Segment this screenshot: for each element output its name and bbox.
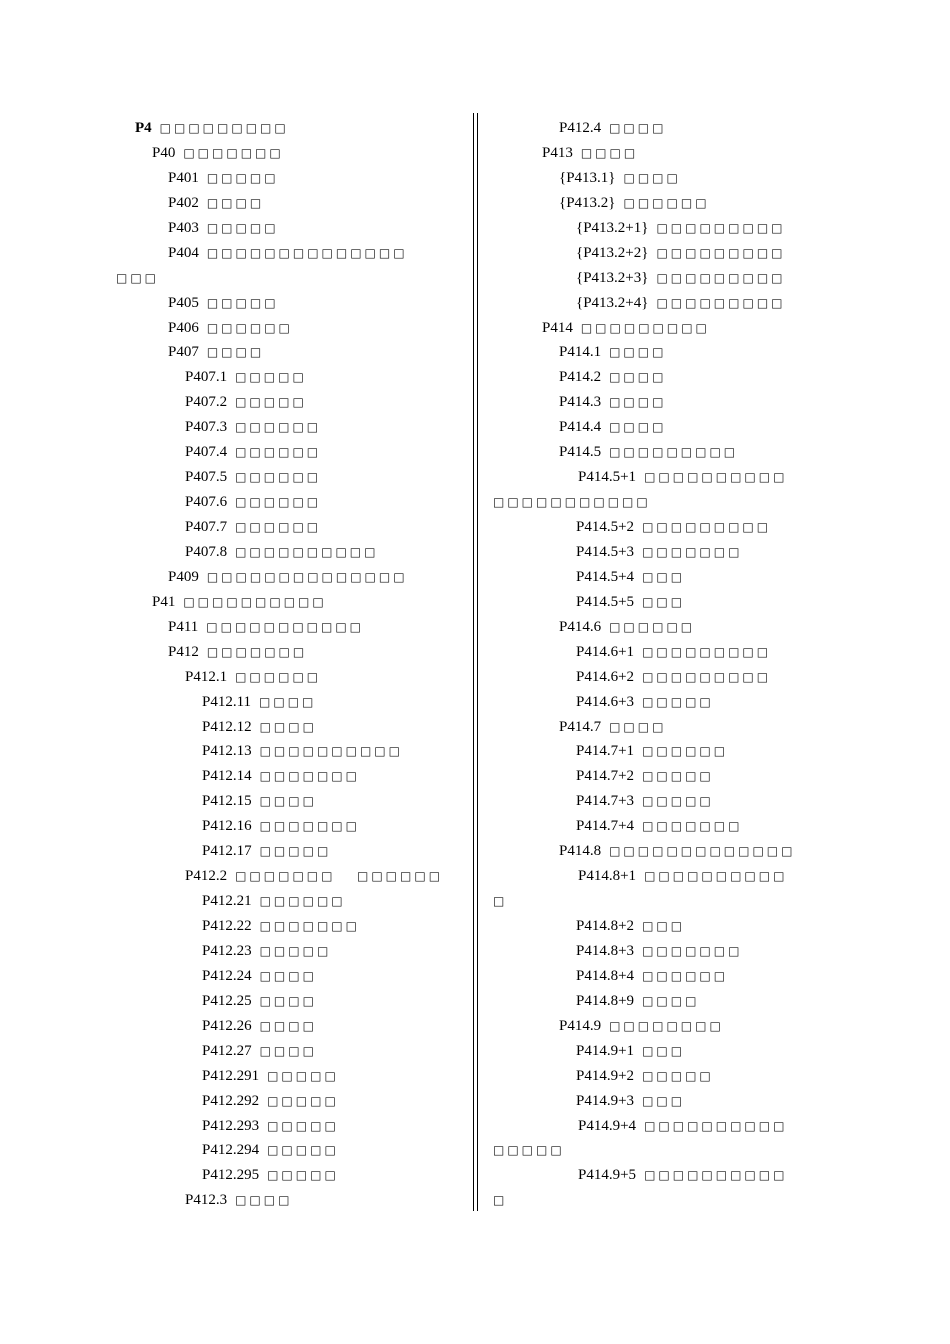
entry-title: □□□□□□□□□ <box>642 520 772 534</box>
entry-code: P414.8+1 <box>578 868 637 885</box>
entry-title: □□□□ <box>609 345 667 360</box>
entry-code: P414.6+3 <box>576 693 635 710</box>
entry-title: □□□□□□□□□□ <box>183 594 327 609</box>
entry-title: □□□□□ <box>206 295 279 310</box>
entry-code: P412.3 <box>185 1192 228 1209</box>
toc-entry <box>116 1163 466 1188</box>
toc-entry <box>493 789 763 814</box>
toc-entry <box>116 141 466 166</box>
entry-title: □□□□□ <box>206 220 279 235</box>
entry-code: P407.6 <box>185 494 228 511</box>
entry-code: P412.11 <box>202 693 252 710</box>
entry-title: □□□□ <box>609 395 667 410</box>
entry-title: □□□□ <box>623 170 681 185</box>
entry-extra-title: □□□□□□ <box>357 869 444 884</box>
toc-entry <box>493 839 796 864</box>
entry-title: □□□□□□□□□□ <box>644 869 788 884</box>
entry-code: P412 <box>168 643 199 660</box>
entry-code: P412.26 <box>202 1017 252 1034</box>
toc-entry <box>116 191 466 216</box>
entry-title: □□□ <box>116 270 160 285</box>
entry-code: P414.6+1 <box>576 643 635 660</box>
entry-title: □□□□□□□□□ <box>580 320 710 335</box>
entry-title: □□□□□□□□□□□ <box>206 619 365 634</box>
entry-code: P414.8+9 <box>576 992 635 1009</box>
entry-code: P407.4 <box>185 444 228 461</box>
entry-title: □□□□□ <box>642 794 714 809</box>
entry-code: P404 <box>168 244 199 261</box>
entry-title: □□□□□□□□□□ <box>235 544 379 559</box>
toc-entry <box>493 964 763 989</box>
toc-entry <box>116 166 466 191</box>
entry-title: □□□□ <box>259 993 317 1008</box>
entry-title: □□□□□ <box>259 943 332 958</box>
entry-title: □□□□□□ <box>235 520 322 534</box>
toc-entry <box>493 690 763 715</box>
toc-entry <box>116 789 466 814</box>
entry-code: P407.8 <box>185 543 228 560</box>
toc-entry <box>116 989 466 1014</box>
entry-title: □□□□ <box>609 370 667 385</box>
entry-title: □□□□□□□ <box>259 919 360 933</box>
entry-title: □□□□□□□□□□□□□□ <box>206 569 408 584</box>
entry-title: □□□□□□ <box>642 744 729 759</box>
toc-entry <box>493 1163 788 1188</box>
toc-entry <box>493 1039 763 1064</box>
entry-code: P412.17 <box>202 843 252 860</box>
entry-title: □□□□ <box>235 1193 293 1208</box>
entry-code: P414.7+1 <box>576 743 635 760</box>
entry-code: P414.9+3 <box>576 1092 635 1109</box>
entry-title: □□□□□□ <box>642 968 729 983</box>
entry-code: P412.23 <box>202 942 252 959</box>
entry-code: {P413.2+2} <box>576 244 649 261</box>
entry-title: □□□□ <box>259 719 317 734</box>
toc-entry <box>116 889 466 914</box>
entry-title: □ <box>493 894 508 909</box>
toc-entry <box>493 415 763 440</box>
toc-entry <box>493 340 763 365</box>
toc-entry <box>116 739 466 764</box>
entry-title: □□□□ <box>609 121 667 135</box>
entry-title: □□□□□□□□□□ <box>259 744 403 759</box>
entry-code: P4 <box>135 120 152 136</box>
entry-code: P412.25 <box>202 992 252 1009</box>
toc-entry <box>116 690 466 715</box>
entry-code: P412.13 <box>202 743 252 760</box>
entry-code: P402 <box>168 194 199 211</box>
toc-entry <box>493 665 772 690</box>
entry-title: □□□□□□□□ <box>609 1018 724 1033</box>
toc-entry <box>493 515 772 540</box>
entry-title: □□□□□□□□□□□ <box>493 495 651 510</box>
entry-code: P412.12 <box>202 718 252 735</box>
entry-code: P414.2 <box>559 369 602 386</box>
entry-title: □□□□□ <box>267 1093 339 1108</box>
entry-title: □□□□ <box>206 345 265 360</box>
toc-entry <box>116 266 466 291</box>
entry-code: P412.27 <box>202 1042 252 1059</box>
toc-entry <box>493 365 763 390</box>
entry-code: P412.291 <box>202 1067 260 1084</box>
toc-entry <box>493 241 786 266</box>
entry-title: □□□□□ <box>267 1143 339 1158</box>
entry-code: P414 <box>542 319 573 336</box>
toc-entry <box>116 465 466 490</box>
entry-title: □□□□□□□□□ <box>159 121 289 135</box>
entry-code: P414.5+2 <box>576 519 635 535</box>
entry-title: □□□□ <box>580 145 639 160</box>
toc-entry <box>116 1014 466 1039</box>
entry-code: P412.22 <box>202 918 252 934</box>
entry-title: □□□□□□□□□□□□□□ <box>206 245 408 260</box>
entry-title: □□□□□□ <box>235 420 322 435</box>
entry-code: P412.24 <box>202 967 252 984</box>
entry-title: □□□□□□□□□ <box>656 270 786 285</box>
toc-entry <box>116 814 466 839</box>
toc-entry <box>493 191 763 216</box>
entry-code: P405 <box>168 294 199 311</box>
entry-title: □□□□□□□□□ <box>656 295 786 310</box>
entry-code: P414.4 <box>559 419 602 436</box>
entry-code: P412.4 <box>559 120 602 136</box>
entry-code: P414.7 <box>559 718 602 735</box>
toc-entry <box>493 1064 763 1089</box>
entry-title: □□□□□□□□□□ <box>644 470 788 485</box>
toc-entry <box>116 1138 466 1163</box>
entry-code: P407 <box>168 344 199 361</box>
entry-code: P409 <box>168 568 199 585</box>
toc-entry <box>116 415 466 440</box>
entry-title: □□□□□□□□□□□□□ <box>609 844 796 859</box>
entry-code: P414.5+1 <box>578 469 637 486</box>
toc-entry <box>493 1138 763 1163</box>
entry-title: □□□□□ <box>259 844 332 859</box>
entry-code: P414.6+2 <box>576 668 635 685</box>
entry-code: P414.5+5 <box>576 593 635 610</box>
entry-code: P412.293 <box>202 1117 260 1134</box>
toc-entry <box>116 590 466 615</box>
toc-entry <box>116 515 466 540</box>
entry-code: P407.2 <box>185 394 228 411</box>
toc-entry <box>116 864 466 889</box>
entry-code: P414.1 <box>559 344 602 361</box>
entry-code: P403 <box>168 219 199 236</box>
entry-code: P411 <box>168 618 199 635</box>
entry-code: P414.6 <box>559 618 602 635</box>
entry-title: □□□□□□□ <box>235 869 336 884</box>
entry-title: □□□□□□ <box>235 669 322 684</box>
toc-entry <box>116 340 466 365</box>
entry-code: P401 <box>168 169 199 186</box>
toc-entry <box>493 266 786 291</box>
entry-code: P414.5+3 <box>576 543 635 560</box>
toc-entry <box>116 715 466 740</box>
toc-entry <box>116 914 466 939</box>
entry-title: □□□□□ <box>642 769 714 784</box>
toc-entry <box>116 1188 466 1213</box>
toc-entry <box>493 216 786 241</box>
toc-entry <box>116 365 466 390</box>
entry-title: □□□□□□ <box>259 894 346 909</box>
toc-entry <box>493 640 772 665</box>
entry-code: P414.9+4 <box>578 1117 637 1134</box>
entry-title: □□□ <box>642 1043 686 1058</box>
toc-entry <box>116 665 466 690</box>
entry-title: □□□□□□□ <box>642 943 743 958</box>
entry-code: P413 <box>542 144 573 161</box>
entry-title: □□□□ <box>259 968 317 983</box>
entry-code: P412.2 <box>185 868 228 885</box>
entry-code: P412.295 <box>202 1167 260 1184</box>
toc-entry <box>493 889 763 914</box>
entry-code: P407.5 <box>185 469 228 486</box>
toc-entry <box>116 291 466 316</box>
entry-code: P414.9+5 <box>578 1167 637 1184</box>
entry-title: □□□□ <box>259 694 317 709</box>
entry-code: P407.7 <box>185 519 228 535</box>
toc-entry <box>493 814 763 839</box>
entry-title: □□□□□ <box>267 1068 339 1083</box>
toc-entry <box>116 390 466 415</box>
toc-entry <box>493 989 763 1014</box>
entry-title: □□□□□□□□□ <box>656 220 786 235</box>
entry-code: P41 <box>152 593 176 610</box>
entry-code: P40 <box>152 144 176 161</box>
toc-entry <box>116 440 466 465</box>
toc-entry <box>493 141 763 166</box>
entry-title: □□□□□□□□□□ <box>644 1168 788 1183</box>
entry-title: □□□□□ <box>206 170 279 185</box>
entry-code: P412.294 <box>202 1142 260 1159</box>
entry-title: □□□□□□□ <box>183 145 284 160</box>
entry-code: P414.9+1 <box>576 1042 635 1059</box>
toc-entry <box>493 1089 763 1114</box>
entry-code: P412.21 <box>202 893 252 910</box>
entry-title: □□□□ <box>259 1043 317 1058</box>
entry-code: P414.8+4 <box>576 967 635 984</box>
entry-title: □□□□□□□□□ <box>642 644 772 659</box>
entry-code: P414.8+2 <box>576 918 635 934</box>
toc-entry <box>493 615 763 640</box>
toc-entry <box>493 316 763 341</box>
entry-code: {P413.2+3} <box>576 269 649 286</box>
entry-title: □□□□ <box>206 195 265 210</box>
entry-code: {P413.2} <box>559 194 616 211</box>
toc-entry <box>116 565 466 590</box>
toc-entry <box>493 914 763 939</box>
toc-entry <box>493 116 763 141</box>
toc-entry <box>116 764 466 789</box>
entry-title: □□□□ <box>259 1018 317 1033</box>
toc-entry <box>116 116 466 141</box>
entry-title: □□□ <box>642 919 686 933</box>
entry-code: P406 <box>168 319 199 336</box>
right-column <box>493 116 796 1213</box>
entry-title: □□□□□□□□□ <box>609 445 739 460</box>
toc-entry <box>116 1114 466 1139</box>
toc-entry <box>116 490 466 515</box>
toc-entry <box>116 939 466 964</box>
entry-title: □ <box>493 1193 508 1208</box>
toc-entry <box>493 590 763 615</box>
toc-entry <box>493 739 763 764</box>
entry-code: P414.5 <box>559 444 602 461</box>
entry-title: □□□□□□ <box>609 619 696 634</box>
toc-entry <box>116 1064 466 1089</box>
entry-code: P414.9 <box>559 1017 602 1034</box>
toc-entry <box>493 715 763 740</box>
toc-entry <box>493 540 763 565</box>
entry-title: □□□□□ <box>235 370 307 385</box>
entry-title: □□□□ <box>609 719 667 734</box>
entry-title: □□□□□□ <box>235 495 322 510</box>
toc-entry <box>493 1014 763 1039</box>
toc-entry <box>116 216 466 241</box>
entry-code: P412.14 <box>202 768 252 785</box>
entry-code: P414.7+2 <box>576 768 635 785</box>
entry-title: □□□□□□□ <box>642 819 743 834</box>
column-divider <box>473 113 478 1211</box>
entry-title: □□□□□□□□□ <box>656 245 786 260</box>
entry-title: □□□□ <box>642 993 700 1008</box>
toc-entry <box>116 540 466 565</box>
toc-entry <box>116 241 466 266</box>
entry-title: □□□ <box>642 569 686 584</box>
entry-title: □□□□□□ <box>623 195 710 210</box>
toc-entry <box>116 1039 466 1064</box>
entry-code: P407.1 <box>185 369 228 386</box>
entry-code: {P413.2+1} <box>576 219 649 236</box>
toc-entry <box>493 465 788 490</box>
toc-entry <box>493 764 763 789</box>
entry-title: □□□□□□ <box>235 445 322 460</box>
entry-title: □□□□ <box>609 420 667 435</box>
toc-entry <box>493 1188 763 1213</box>
toc-entry <box>116 1089 466 1114</box>
entry-title: □□□□□□ <box>206 320 293 335</box>
entry-title: □□□□□□□□□□ <box>644 1118 788 1133</box>
toc-entry <box>116 640 466 665</box>
entry-code: P414.7+4 <box>576 818 635 835</box>
toc-entry <box>493 939 763 964</box>
toc-entry <box>116 615 466 640</box>
entry-code: P414.8+3 <box>576 942 635 959</box>
entry-code: {P413.1} <box>559 169 616 186</box>
entry-code: P407.3 <box>185 419 228 436</box>
toc-entry <box>493 864 788 889</box>
entry-title: □□□□□ <box>642 1068 714 1083</box>
entry-title: □□□□ <box>259 794 317 809</box>
entry-code: P412.15 <box>202 793 252 810</box>
entry-code: P412.292 <box>202 1092 260 1109</box>
left-column <box>116 116 466 1213</box>
entry-code: P414.9+2 <box>576 1067 635 1084</box>
entry-title: □□□ <box>642 594 686 609</box>
entry-title: □□□□□ <box>235 395 307 410</box>
entry-title: □□□□□ <box>493 1143 565 1158</box>
toc-entry <box>493 1114 788 1139</box>
entry-title: □□□□□□□ <box>642 544 743 559</box>
entry-title: □□□□□ <box>642 694 714 709</box>
entry-code: P412.1 <box>185 668 228 685</box>
toc-entry <box>116 316 466 341</box>
toc-entry <box>116 964 466 989</box>
entry-code: {P413.2+4} <box>576 294 649 311</box>
toc-entry <box>493 166 763 191</box>
entry-code: P414.5+4 <box>576 568 635 585</box>
toc-entry <box>116 839 466 864</box>
entry-title: □□□□□□ <box>235 470 322 485</box>
entry-title: □□□□□□□ <box>259 819 360 834</box>
entry-code: P412.16 <box>202 818 252 835</box>
entry-title: □□□ <box>642 1093 686 1108</box>
entry-code: P414.3 <box>559 394 602 411</box>
toc-entry <box>493 440 763 465</box>
entry-title: □□□□□□□□□ <box>642 669 772 684</box>
toc-entry <box>493 390 763 415</box>
entry-code: P414.7+3 <box>576 793 635 810</box>
entry-title: □□□□□ <box>267 1168 339 1183</box>
entry-title: □□□□□□□ <box>259 769 360 784</box>
entry-code: P414.8 <box>559 843 602 860</box>
toc-entry <box>493 291 786 316</box>
toc-entry <box>493 490 763 515</box>
toc-entry <box>493 565 763 590</box>
entry-title: □□□□□□□ <box>206 644 308 659</box>
entry-title: □□□□□ <box>267 1118 339 1133</box>
